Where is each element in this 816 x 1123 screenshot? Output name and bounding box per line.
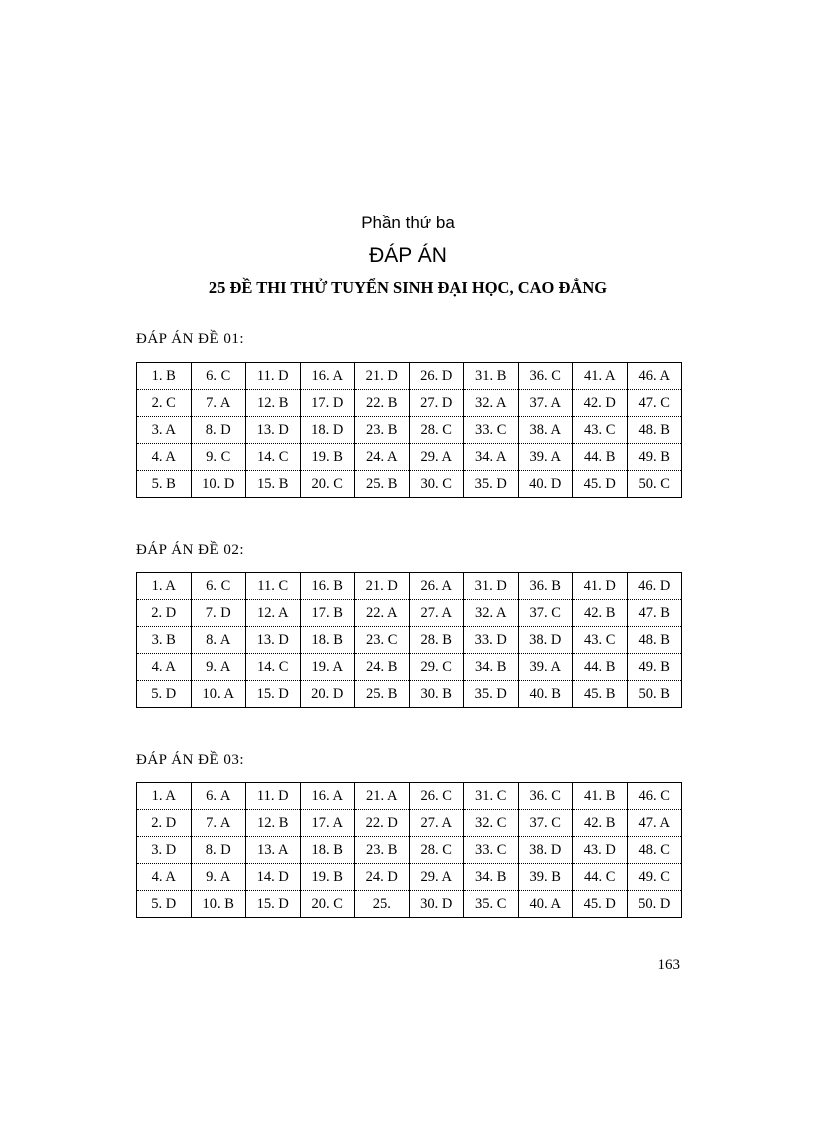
- answer-cell: 7. A: [191, 810, 246, 837]
- table-row: [137, 681, 682, 708]
- answer-cell: 28. C: [409, 837, 464, 864]
- answer-cell: 47. B: [627, 600, 682, 627]
- answer-table-01: [136, 362, 682, 498]
- answer-cell: 39. B: [518, 864, 573, 891]
- answer-cell: 12. B: [246, 390, 301, 417]
- table-row: [137, 471, 682, 498]
- table-row: [137, 654, 682, 681]
- answer-cell: 14. C: [246, 444, 301, 471]
- answer-cell: 21. D: [355, 573, 410, 600]
- answer-cell: 50. C: [627, 471, 682, 498]
- answer-cell: 33. C: [464, 837, 519, 864]
- table-row: [137, 891, 682, 918]
- answer-cell: 44. B: [573, 444, 628, 471]
- answer-cell: 10. A: [191, 681, 246, 708]
- answer-cell: 32. A: [464, 390, 519, 417]
- answer-cell: 36. C: [518, 783, 573, 810]
- answer-cell: 25.: [355, 891, 410, 918]
- answer-cell: 47. C: [627, 390, 682, 417]
- answer-cell: 7. A: [191, 390, 246, 417]
- answer-cell: 47. A: [627, 810, 682, 837]
- answer-cell: 3. B: [137, 627, 192, 654]
- answer-cell: 49. B: [627, 444, 682, 471]
- answer-cell: 21. A: [355, 783, 410, 810]
- answer-cell: 23. B: [355, 837, 410, 864]
- answer-cell: 39. A: [518, 444, 573, 471]
- answer-cell: 3. A: [137, 417, 192, 444]
- table-row: [137, 600, 682, 627]
- answer-cell: 16. A: [300, 783, 355, 810]
- answer-cell: 16. B: [300, 573, 355, 600]
- answer-key-label-01: ĐÁP ÁN ĐỀ 01:: [136, 331, 245, 347]
- answer-cell: 24. B: [355, 654, 410, 681]
- table-row: [137, 837, 682, 864]
- answer-cell: 13. D: [246, 627, 301, 654]
- answer-cell: 36. C: [518, 363, 573, 390]
- table-row: [137, 444, 682, 471]
- table-row: [137, 627, 682, 654]
- answer-cell: 10. D: [191, 471, 246, 498]
- answer-cell: 49. C: [627, 864, 682, 891]
- answer-cell: 27. D: [409, 390, 464, 417]
- table-row: [137, 417, 682, 444]
- answer-cell: 30. D: [409, 891, 464, 918]
- answer-cell: 1. A: [137, 783, 192, 810]
- answer-cell: 43. D: [573, 837, 628, 864]
- answer-cell: 50. B: [627, 681, 682, 708]
- answer-cell: 2. D: [137, 810, 192, 837]
- table-row: [137, 390, 682, 417]
- answer-cell: 26. A: [409, 573, 464, 600]
- answer-cell: 15. B: [246, 471, 301, 498]
- answer-table-03: [136, 782, 682, 918]
- answer-key-label-03: ĐÁP ÁN ĐỀ 03:: [136, 752, 245, 768]
- answer-cell: 7. D: [191, 600, 246, 627]
- answer-cell: 14. D: [246, 864, 301, 891]
- answer-cell: 26. D: [409, 363, 464, 390]
- answer-cell: 5. B: [137, 471, 192, 498]
- answer-cell: 1. A: [137, 573, 192, 600]
- answer-cell: 16. A: [300, 363, 355, 390]
- answer-cell: 18. B: [300, 837, 355, 864]
- answer-cell: 29. A: [409, 864, 464, 891]
- answer-cell: 4. A: [137, 654, 192, 681]
- answer-cell: 30. C: [409, 471, 464, 498]
- answer-cell: 21. D: [355, 363, 410, 390]
- answer-cell: 17. B: [300, 600, 355, 627]
- answer-cell: 42. B: [573, 810, 628, 837]
- answer-cell: 46. D: [627, 573, 682, 600]
- answer-cell: 30. B: [409, 681, 464, 708]
- answer-cell: 9. A: [191, 864, 246, 891]
- answer-cell: 22. D: [355, 810, 410, 837]
- answer-cell: 6. C: [191, 363, 246, 390]
- answer-cell: 38. D: [518, 837, 573, 864]
- answer-cell: 23. C: [355, 627, 410, 654]
- answer-cell: 25. B: [355, 681, 410, 708]
- answer-cell: 34. A: [464, 444, 519, 471]
- answer-cell: 41. B: [573, 783, 628, 810]
- answer-cell: 12. B: [246, 810, 301, 837]
- page-title: ĐÁP ÁN: [369, 244, 447, 267]
- page-subtitle: 25 ĐỀ THI THỬ TUYỂN SINH ĐẠI HỌC, CAO ĐẲNG: [208, 278, 608, 297]
- answer-cell: 11. C: [246, 573, 301, 600]
- answer-cell: 31. D: [464, 573, 519, 600]
- answer-cell: 32. A: [464, 600, 519, 627]
- answer-cell: 13. A: [246, 837, 301, 864]
- answer-cell: 34. B: [464, 654, 519, 681]
- answer-cell: 20. D: [300, 681, 355, 708]
- answer-cell: 40. D: [518, 471, 573, 498]
- answer-cell: 14. C: [246, 654, 301, 681]
- answer-cell: 11. D: [246, 363, 301, 390]
- answer-cell: 38. A: [518, 417, 573, 444]
- answer-cell: 28. C: [409, 417, 464, 444]
- answer-cell: 45. D: [573, 891, 628, 918]
- answer-cell: 40. B: [518, 681, 573, 708]
- answer-cell: 37. C: [518, 810, 573, 837]
- answer-cell: 37. A: [518, 390, 573, 417]
- answer-cell: 43. C: [573, 627, 628, 654]
- answer-cell: 38. D: [518, 627, 573, 654]
- answer-cell: 46. C: [627, 783, 682, 810]
- answer-key-label-02: ĐÁP ÁN ĐỀ 02:: [136, 542, 245, 558]
- answer-cell: 19. B: [300, 864, 355, 891]
- answer-cell: 8. A: [191, 627, 246, 654]
- answer-cell: 28. B: [409, 627, 464, 654]
- answer-cell: 19. B: [300, 444, 355, 471]
- answer-cell: 22. B: [355, 390, 410, 417]
- answer-cell: 29. C: [409, 654, 464, 681]
- answer-cell: 33. C: [464, 417, 519, 444]
- answer-cell: 15. D: [246, 891, 301, 918]
- answer-cell: 9. C: [191, 444, 246, 471]
- answer-cell: 19. A: [300, 654, 355, 681]
- answer-cell: 17. D: [300, 390, 355, 417]
- answer-cell: 25. B: [355, 471, 410, 498]
- answer-cell: 36. B: [518, 573, 573, 600]
- answer-cell: 32. C: [464, 810, 519, 837]
- answer-cell: 4. A: [137, 864, 192, 891]
- answer-cell: 1. B: [137, 363, 192, 390]
- answer-cell: 18. D: [300, 417, 355, 444]
- answer-cell: 35. C: [464, 891, 519, 918]
- answer-cell: 20. C: [300, 891, 355, 918]
- answer-cell: 2. D: [137, 600, 192, 627]
- answer-cell: 46. A: [627, 363, 682, 390]
- answer-table-02: [136, 572, 682, 708]
- table-row: [137, 864, 682, 891]
- answer-cell: 39. A: [518, 654, 573, 681]
- answer-cell: 5. D: [137, 681, 192, 708]
- answer-cell: 4. A: [137, 444, 192, 471]
- answer-cell: 6. A: [191, 783, 246, 810]
- answer-cell: 45. B: [573, 681, 628, 708]
- answer-cell: 26. C: [409, 783, 464, 810]
- answer-cell: 8. D: [191, 837, 246, 864]
- answer-cell: 17. A: [300, 810, 355, 837]
- answer-cell: 10. B: [191, 891, 246, 918]
- answer-cell: 23. B: [355, 417, 410, 444]
- answer-cell: 2. C: [137, 390, 192, 417]
- answer-cell: 50. D: [627, 891, 682, 918]
- page-number: 163: [657, 957, 680, 973]
- answer-cell: 41. A: [573, 363, 628, 390]
- answer-cell: 22. A: [355, 600, 410, 627]
- answer-cell: 42. D: [573, 390, 628, 417]
- answer-cell: 6. C: [191, 573, 246, 600]
- answer-cell: 3. D: [137, 837, 192, 864]
- answer-cell: 12. A: [246, 600, 301, 627]
- answer-cell: 42. B: [573, 600, 628, 627]
- answer-cell: 33. D: [464, 627, 519, 654]
- answer-cell: 35. D: [464, 471, 519, 498]
- answer-cell: 48. B: [627, 627, 682, 654]
- answer-cell: 37. C: [518, 600, 573, 627]
- answer-cell: 40. A: [518, 891, 573, 918]
- answer-cell: 34. B: [464, 864, 519, 891]
- answer-cell: 44. B: [573, 654, 628, 681]
- answer-cell: 41. D: [573, 573, 628, 600]
- answer-cell: 24. D: [355, 864, 410, 891]
- answer-cell: 29. A: [409, 444, 464, 471]
- answer-cell: 31. B: [464, 363, 519, 390]
- answer-cell: 27. A: [409, 810, 464, 837]
- table-row: [137, 810, 682, 837]
- part-heading: Phần thứ ba: [361, 213, 455, 232]
- answer-cell: 15. D: [246, 681, 301, 708]
- answer-cell: 8. D: [191, 417, 246, 444]
- answer-cell: 13. D: [246, 417, 301, 444]
- answer-cell: 9. A: [191, 654, 246, 681]
- answer-cell: 5. D: [137, 891, 192, 918]
- answer-cell: 35. D: [464, 681, 519, 708]
- answer-cell: 43. C: [573, 417, 628, 444]
- table-row: [137, 573, 682, 600]
- answer-cell: 45. D: [573, 471, 628, 498]
- answer-cell: 44. C: [573, 864, 628, 891]
- answer-cell: 48. C: [627, 837, 682, 864]
- answer-cell: 31. C: [464, 783, 519, 810]
- answer-cell: 48. B: [627, 417, 682, 444]
- table-row: [137, 783, 682, 810]
- answer-cell: 18. B: [300, 627, 355, 654]
- table-row: [137, 363, 682, 390]
- answer-cell: 11. D: [246, 783, 301, 810]
- answer-cell: 20. C: [300, 471, 355, 498]
- answer-cell: 24. A: [355, 444, 410, 471]
- answer-cell: 27. A: [409, 600, 464, 627]
- answer-cell: 49. B: [627, 654, 682, 681]
